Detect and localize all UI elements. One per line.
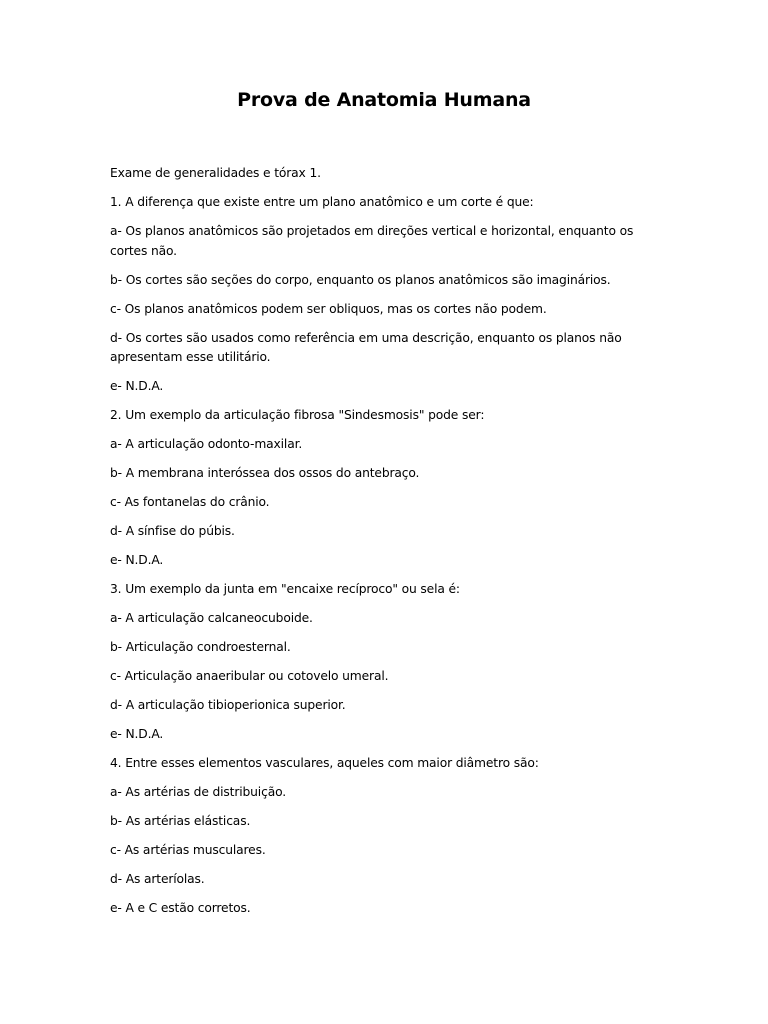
question-2-option-c: c- As fontanelas do crânio. [110, 495, 270, 509]
exam-subtitle: Exame de generalidades e tórax 1. [110, 166, 321, 180]
question-2-option-d: d- A sínfise do púbis. [110, 524, 235, 538]
question-2-option-e: e- N.D.A. [110, 553, 164, 567]
document-body [110, 164, 670, 928]
question-3-option-a: a- A articulação calcaneocuboide. [110, 611, 313, 625]
question-4-option-b: b- As artérias elásticas. [110, 814, 251, 828]
question-1-option-c: c- Os planos anatômicos podem ser obliquos, mas os cortes não podem. [110, 301, 547, 316]
question-3-option-e: e- N.D.A. [110, 727, 164, 741]
question-3-option-c: c- Articulação anaeribular ou cotovelo umeral. [110, 669, 389, 683]
question-3-option-b: b- Articulação condroesternal. [110, 640, 291, 654]
question-4-option-c: c- As artérias musculares. [110, 843, 266, 857]
question-4-option-a: a- As artérias de distribuição. [110, 785, 286, 799]
question-4-option-e: e- A e C estão corretos. [110, 901, 251, 915]
question-4: 4. Entre esses elementos vasculares, aqueles com maior diâmetro são: [110, 756, 539, 770]
document-title: Prova de Anatomia Humana [237, 89, 531, 111]
question-1-option-b: b- Os cortes são seções do corpo, enquanto os planos anatômicos são imaginários. [110, 272, 611, 287]
question-2-option-a: a- A articulação odonto-maxilar. [110, 437, 303, 451]
question-1-option-d: d- Os cortes são usados como referência em uma descrição, enquanto os planos não apresentam esse utilitário. [110, 330, 622, 364]
question-2-option-b: b- A membrana interóssea dos ossos do antebraço. [110, 466, 420, 480]
question-1-option-e: e- N.D.A. [110, 379, 164, 393]
question-4-option-d: d- As arteríolas. [110, 872, 205, 886]
question-3: 3. Um exemplo da junta em "encaixe recíproco" ou sela é: [110, 582, 460, 596]
question-3-option-d: d- A articulação tibioperionica superior. [110, 698, 346, 712]
question-1-option-a: a- Os planos anatômicos são projetados em direções vertical e horizontal, enquanto os cortes não. [110, 224, 634, 258]
question-1: 1. A diferença que existe entre um plano anatômico e um corte é que: [110, 195, 534, 209]
question-2: 2. Um exemplo da articulação fibrosa "Sindesmosis" pode ser: [110, 408, 485, 422]
